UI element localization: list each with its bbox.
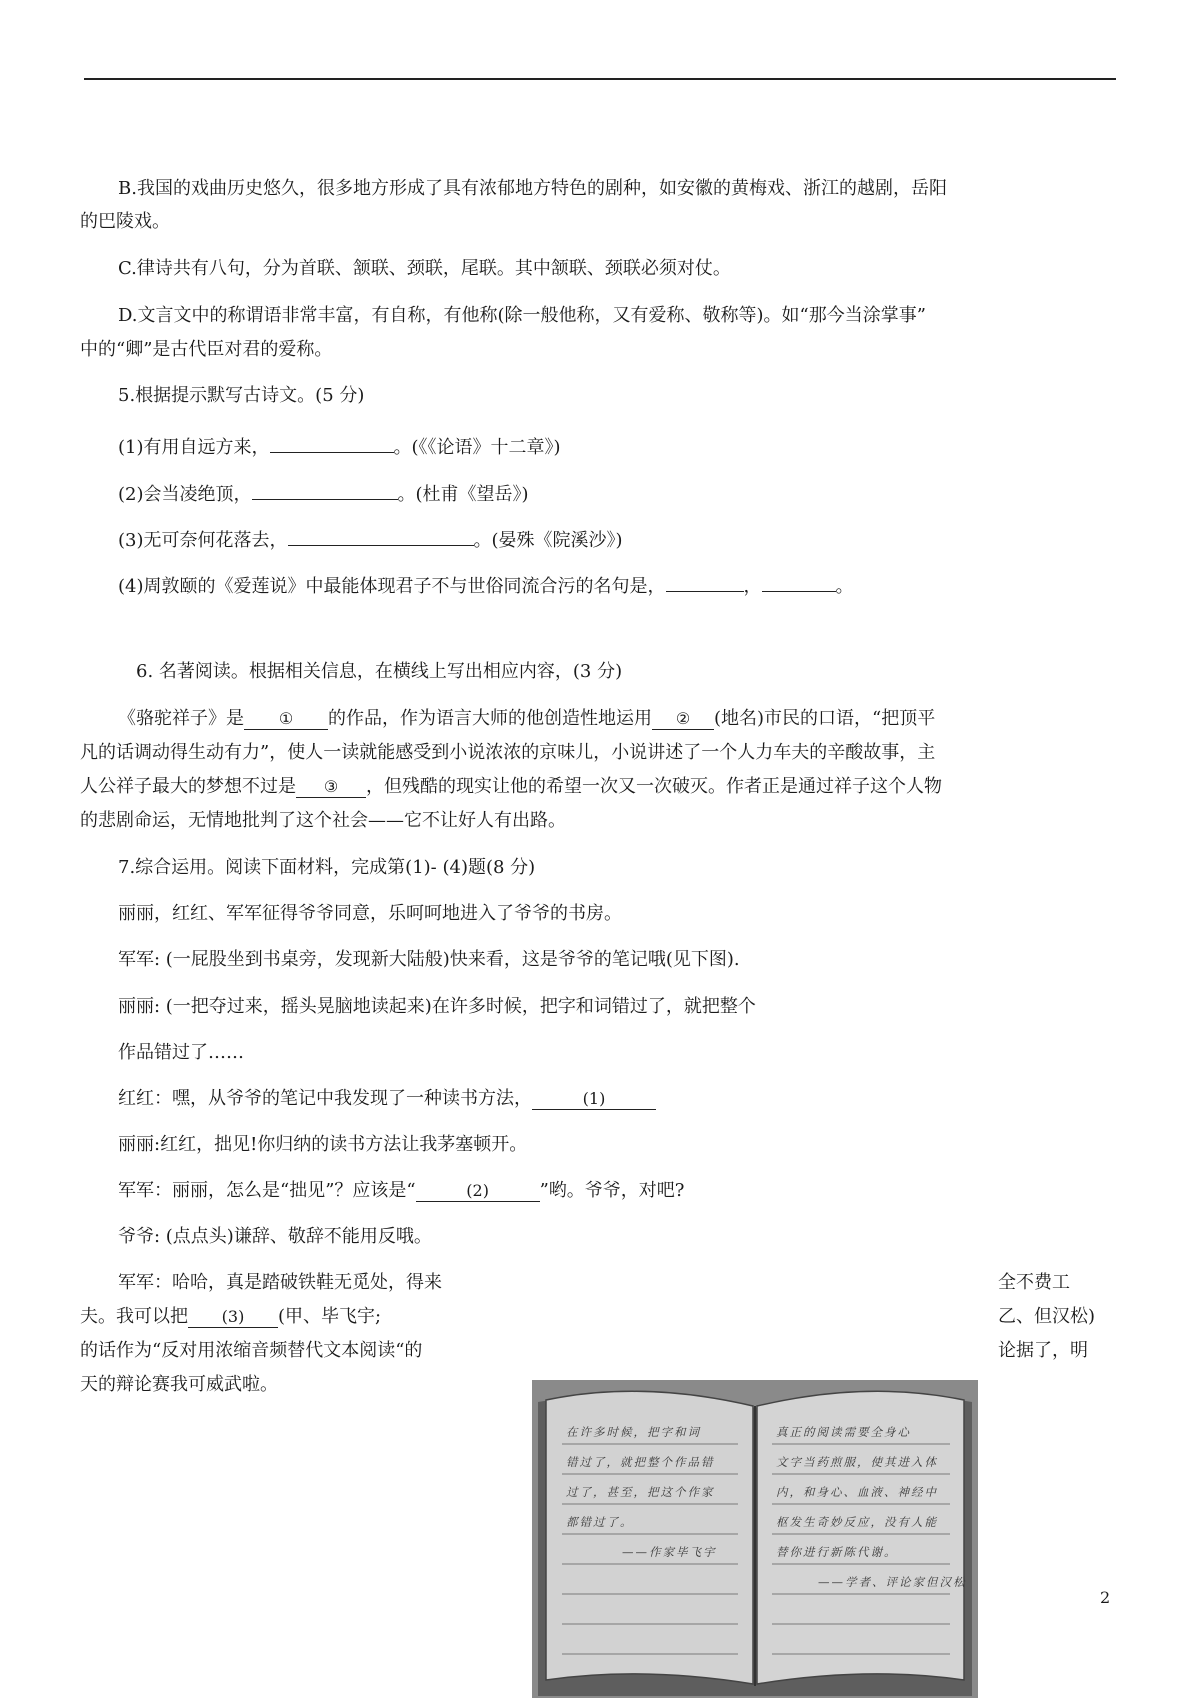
q7-line-3: 丽丽: (一把夺过来，摇头晃脑地读起来)在许多时候，把字和词错过了，就把整个: [118, 996, 756, 1017]
option-b-line-2: 的巴陵戏。: [80, 211, 170, 232]
q6-text-3a: 人公祥子最大的梦想不过是: [80, 776, 296, 797]
q7-line-12: 天的辩论赛我可威武啦。: [80, 1374, 278, 1395]
q7-text-7b: ”哟。爷爷，对吧?: [539, 1180, 685, 1201]
q6-line-4: 的悲剧命运，无情地批判了这个社会——它不让好人有出路。: [80, 810, 566, 831]
q7-line-9-right: 全不费工: [998, 1272, 1070, 1293]
q5-item-4: [118, 569, 854, 599]
notebook-left-line-4: 都错过了。: [566, 1515, 634, 1529]
q5-item-1: [118, 430, 561, 460]
q6-line-2: 凡的话调动得生动有力”，使人一读就能感受到小说浓浓的京味儿，小说讲述了一个人力车夫的辛酸故事，主: [80, 742, 936, 763]
q6-text-1b: 的作品，作为语言大师的他创造性地运用: [328, 708, 652, 729]
q7-line-1: 丽丽，红红、军军征得爷爷同意，乐呵呵地进入了爷爷的书房。: [118, 903, 622, 924]
q5-item-3: [118, 523, 623, 553]
q5-item-2-prompt: (2)会当凌绝顶，: [118, 484, 252, 505]
q7-line-2: 军军: (一屁股坐到书桌旁，发现新大陆般)快来看，这是爷爷的笔记哦(见下图).: [118, 949, 740, 970]
q5-item-3-source: 。(晏殊《院溪沙》): [473, 530, 623, 551]
q6-blank-1[interactable]: ①: [244, 707, 328, 730]
q5-title: 5.根据提示默写古诗文。(5 分): [118, 385, 365, 406]
notebook-left-line-2: 错过了，就把整个作品错: [566, 1455, 715, 1469]
notebook-right-line-2: 文字当药煎服，使其进入体: [776, 1455, 938, 1469]
page-number: 2: [1100, 1588, 1111, 1607]
q6-blank-3[interactable]: ③: [296, 775, 366, 798]
q5-item-4-prompt: (4)周敦颐的《爱莲说》中最能体现君子不与世俗同流合污的名句是，: [118, 576, 666, 597]
option-d-line-1: D.文言文中的称谓语非常丰富，有自称，有他称(除一般他称，又有爱称、敬称等)。如“那今当涂掌事”: [118, 305, 926, 326]
q5-item-1-prompt: (1)有用自远方来，: [118, 437, 270, 458]
notebook-left-line-3: 过了，甚至，把这个作家: [566, 1485, 715, 1499]
q7-text-10b: (甲、毕飞宇;: [278, 1306, 382, 1327]
q6-text-1a: 《骆驼祥子》是: [118, 708, 244, 729]
q5-item-2: [118, 477, 529, 507]
q6-line-3: [80, 775, 942, 799]
q7-line-11-right: 论据了，明: [998, 1340, 1088, 1361]
q7-text-7a: 军军：丽丽，怎么是“拙见”？应该是“: [118, 1180, 416, 1201]
notebook-right-line-3: 内，和身心、血液、神经中: [776, 1485, 938, 1499]
q5-item-3-prompt: (3)无可奈何花落去，: [118, 530, 288, 551]
notebook-left-line-1: 在许多时候，把字和词: [566, 1425, 701, 1439]
q7-line-8: 爷爷: (点点头)谦辞、敬辞不能用反哦。: [118, 1226, 432, 1247]
q5-blank-4[interactable]: [666, 569, 744, 592]
q7-blank-3[interactable]: (3): [188, 1305, 278, 1328]
q5-blank-3[interactable]: [288, 523, 474, 546]
q7-line-4: 作品错过了……: [118, 1042, 244, 1063]
q5-blank-1[interactable]: [270, 430, 394, 453]
q6-line-1: [118, 707, 935, 731]
q7-line-6: 丽丽:红红，拙见!你归纳的读书方法让我茅塞顿开。: [118, 1134, 528, 1155]
q7-line-7: [118, 1179, 684, 1203]
option-b-line-1: B.我国的戏曲历史悠久，很多地方形成了具有浓郁地方特色的剧种，如安徽的黄梅戏、浙江的越剧，岳阳: [118, 178, 947, 199]
notebook-right-line-4: 枢发生奇妙反应，没有人能: [776, 1515, 938, 1529]
option-c: C.律诗共有八句，分为首联、颔联、颈联，尾联。其中颔联、颈联必须对仗。: [118, 258, 731, 279]
period: 。: [835, 576, 854, 597]
q7-line-10-right: 乙、但汉松): [998, 1306, 1096, 1327]
q6-title: 6. 名著阅读。根据相关信息，在横线上写出相应内容，(3 分): [136, 661, 623, 682]
notebook-left-signature: ——作家毕飞宇: [622, 1545, 717, 1559]
option-d-line-2: 中的“卿”是古代臣对君的爱称。: [80, 339, 333, 360]
q6-text-1c: (地名)市民的口语，“把顶平: [714, 708, 936, 729]
notebook-right-signature: ——学者、评论家但汉松: [818, 1575, 967, 1589]
q5-blank-2[interactable]: [252, 477, 398, 500]
q6-blank-2[interactable]: ②: [652, 707, 714, 730]
q7-line-10: [80, 1305, 381, 1329]
q7-text-10a: 夫。我可以把: [80, 1306, 188, 1327]
q7-text-5: 红红：嘿，从爷爷的笔记中我发现了一种读书方法，: [118, 1088, 532, 1109]
q7-line-5: [118, 1087, 656, 1111]
q7-title: 7.综合运用。阅读下面材料，完成第(1)- (4)题(8 分): [118, 857, 536, 878]
q5-blank-5[interactable]: [762, 569, 836, 592]
q7-line-11-left: 的话作为“反对用浓缩音频替代文本阅读“的: [80, 1340, 423, 1361]
notebook-image: [532, 1380, 978, 1698]
q5-item-2-source: 。(杜甫《望岳》): [397, 484, 529, 505]
comma: ，: [743, 576, 762, 597]
q7-line-9-left: 军军：哈哈，真是踏破铁鞋无觅处，得来: [118, 1272, 442, 1293]
q7-blank-1[interactable]: (1): [532, 1087, 656, 1110]
q7-blank-2[interactable]: (2): [416, 1179, 540, 1202]
q6-text-3b: ，但残酷的现实让他的希望一次又一次破灭。作者正是通过祥子这个人物: [366, 776, 942, 797]
notebook-right-line-1: 真正的阅读需要全身心: [776, 1425, 911, 1439]
notebook-right-line-5: 替你进行新陈代谢。: [776, 1545, 898, 1559]
q5-item-1-source: 。(《《论语》十二章》): [393, 437, 561, 458]
header-rule: [84, 78, 1116, 80]
